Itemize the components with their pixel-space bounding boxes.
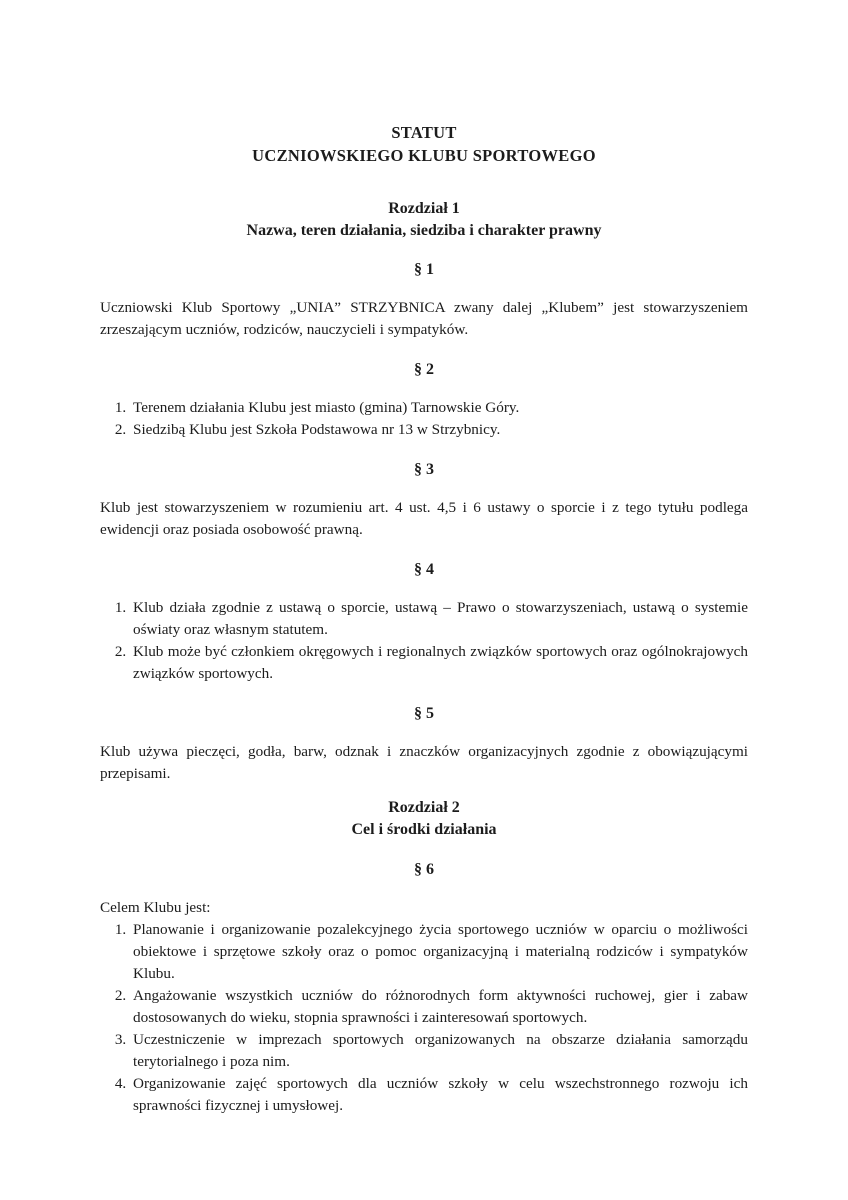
list-item: 4. Organizowanie zajęć sportowych dla uczniów szkoły w celu wszechstronnego rozwoju ich sprawności fizycznej i umysłowej. [130,1073,748,1117]
section-2-list [100,397,748,441]
section-1-label: § 1 [414,261,434,278]
chapter-2-subheading: Cel i środki działania [351,821,497,838]
section-3-paragraph: Klub jest stowarzyszeniem w rozumieniu art. 4 ust. 4,5 i 6 ustawy o sporcie i z tego tytułu podlega ewidencji oraz posiada osobowość prawną. [100,499,748,538]
section-5-paragraph: Klub używa pieczęci, godła, barw, odznak i znaczków organizacyjnych zgodnie z obowiązującymi przepisami. [100,743,748,782]
section-4-list [100,597,748,685]
document-title [100,121,748,167]
list-item: 2. Siedzibą Klubu jest Szkoła Podstawowa nr 13 w Strzybnicy. [130,419,748,441]
section-1-paragraph: Uczniowski Klub Sportowy „UNIA” STRZYBNICA zwany dalej „Klubem” jest stowarzyszeniem zrzeszającym uczniów, rodziców, nauczycieli i sympatyków. [100,299,748,338]
list-item: 2. Angażowanie wszystkich uczniów do różnorodnych form aktywności ruchowej, gier i zabaw dostosowanych do wieku, stopnia sprawności i zainteresowań sportowych. [130,985,748,1029]
document-title-line1: STATUT [391,123,457,142]
section-6-label: § 6 [414,861,434,878]
chapter-2-heading: Rozdział 2 [388,799,460,816]
list-item: 2. Klub może być członkiem okręgowych i regionalnych związków sportowych oraz ogólnokrajowych związków sportowych. [130,641,748,685]
chapter-1-heading: Rozdział 1 [388,200,460,217]
section-6-intro: Celem Klubu jest: [100,899,211,916]
list-item: 1. Planowanie i organizowanie pozalekcyjnego życia sportowego uczniów w oparciu o możliwości obiektowe i sprzętowe szkoły oraz o pomoc organizacyjną i materialną rodziców i sympatyków Klubu. [130,919,748,985]
chapter-2-heading-block [100,797,748,841]
chapter-1-subheading: Nazwa, teren działania, siedziba i charakter prawny [246,222,602,239]
section-5-label: § 5 [414,705,434,722]
section-3-label: § 3 [414,461,434,478]
list-item: 3. Uczestniczenie w imprezach sportowych organizowanych na obszarze działania samorządu terytorialnego i poza nim. [130,1029,748,1073]
section-4-label: § 4 [414,561,434,578]
section-2-label: § 2 [414,361,434,378]
document-title-line2: UCZNIOWSKIEGO KLUBU SPORTOWEGO [252,146,596,165]
chapter-1-heading-block [100,198,748,242]
list-item: 1. Terenem działania Klubu jest miasto (gmina) Tarnowskie Góry. [130,397,748,419]
section-6-list [100,919,748,1117]
list-item: 1. Klub działa zgodnie z ustawą o sporcie, ustawą – Prawo o stowarzyszeniach, ustawą o systemie oświaty oraz własnym statutem. [130,597,748,641]
